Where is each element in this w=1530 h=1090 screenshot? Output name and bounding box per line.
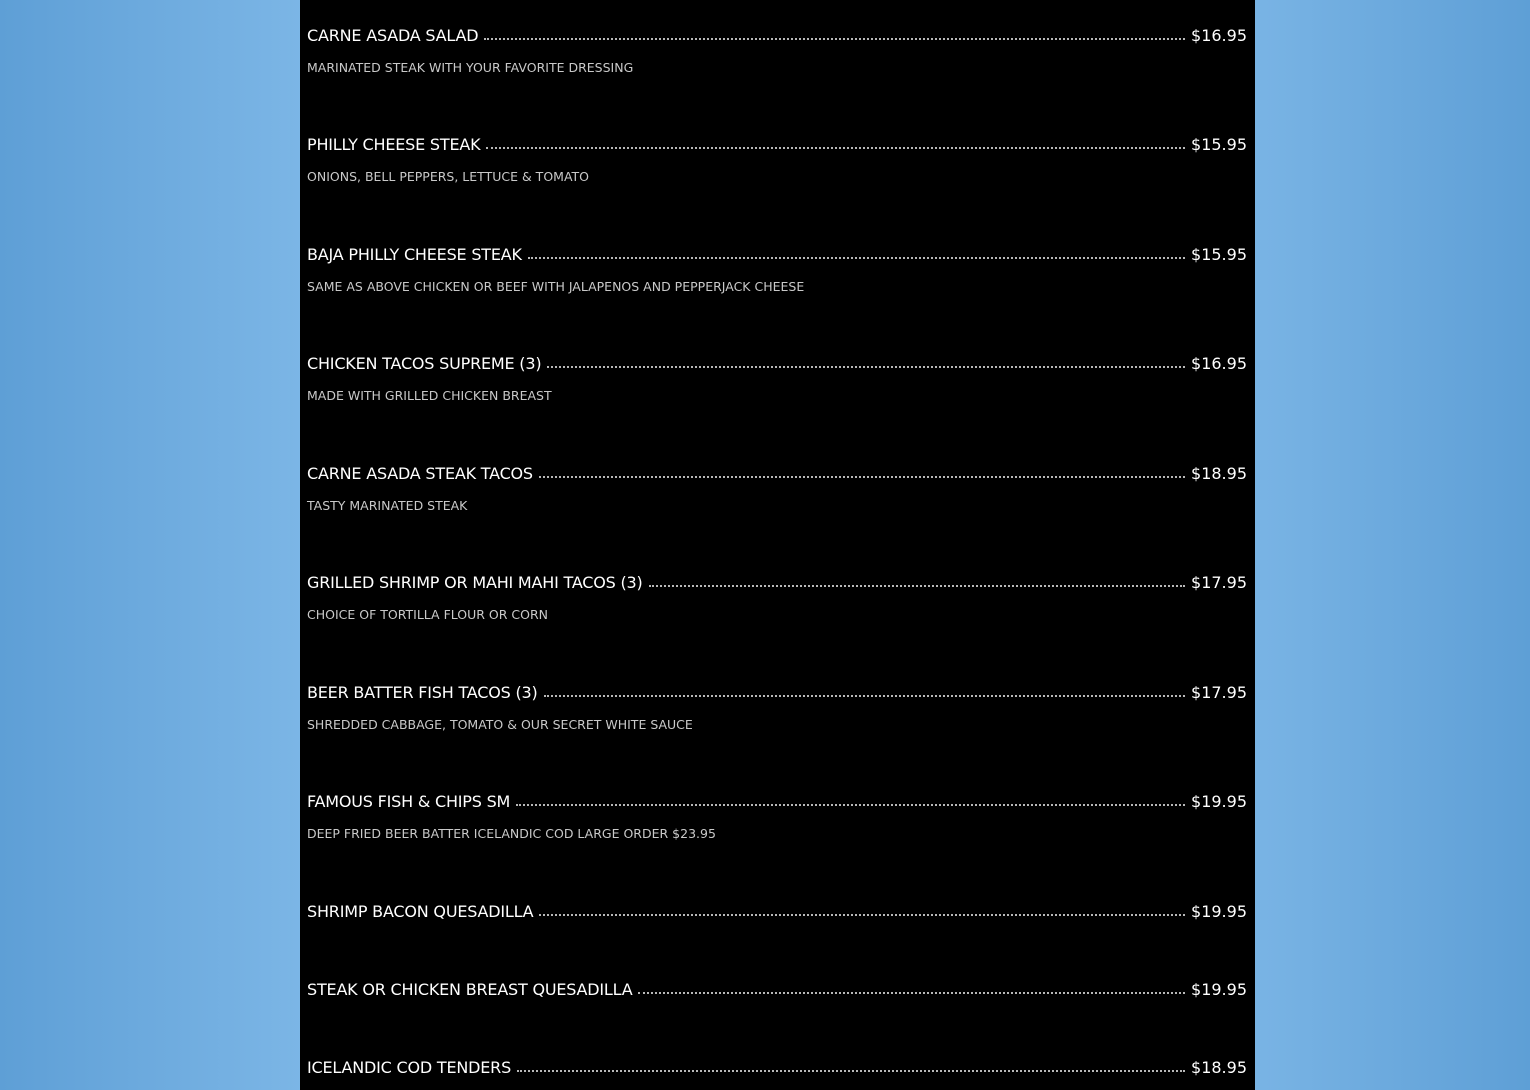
menu-item-description: MADE WITH GRILLED CHICKEN BREAST (307, 388, 552, 403)
menu-item-price: $17.95 (1191, 683, 1247, 702)
menu-item-name: STEAK OR CHICKEN BREAST QUESADILLA (307, 980, 633, 999)
menu-item-name: GRILLED SHRIMP OR MAHI MAHI TACOS (3) (307, 573, 643, 592)
menu-item-description: TASTY MARINATED STEAK (307, 498, 468, 513)
menu-item-description: DEEP FRIED BEER BATTER ICELANDIC COD LARGE ORDER $23.95 (307, 826, 716, 841)
menu-item-icelandic-cod-tenders (307, 1058, 1247, 1082)
menu-item-name: BEER BATTER FISH TACOS (3) (307, 683, 538, 702)
menu-item-line (307, 573, 1247, 597)
menu-item-line (307, 902, 1247, 926)
menu-item-price: $19.95 (1191, 902, 1247, 921)
menu-item-carne-asada-salad (307, 26, 1247, 75)
menu-item-description: MARINATED STEAK WITH YOUR FAVORITE DRESSING (307, 60, 634, 75)
menu-item-line (307, 135, 1247, 159)
dotted-leader (638, 992, 1185, 994)
menu-item-price: $16.95 (1191, 354, 1247, 373)
menu-item-line (307, 1058, 1247, 1082)
dotted-leader (528, 257, 1185, 259)
menu-item-chicken-tacos-supreme (307, 354, 1247, 403)
dotted-leader (649, 585, 1185, 587)
menu-item-name: PHILLY CHEESE STEAK (307, 135, 481, 154)
dotted-leader (539, 476, 1185, 478)
menu-item-name: CARNE ASADA SALAD (307, 26, 479, 45)
menu-item-steak-chicken-quesadilla (307, 980, 1247, 1004)
menu-item-famous-fish-chips (307, 792, 1247, 841)
dotted-leader (516, 804, 1185, 806)
menu-item-name: FAMOUS FISH & CHIPS SM (307, 792, 511, 811)
menu-item-line (307, 354, 1247, 378)
menu-item-line (307, 980, 1247, 1004)
dotted-leader (484, 38, 1185, 40)
menu-item-price: $15.95 (1191, 245, 1247, 264)
dotted-leader (539, 914, 1185, 916)
menu-item-price: $18.95 (1191, 464, 1247, 483)
menu-item-price: $19.95 (1191, 980, 1247, 999)
dotted-leader (517, 1070, 1185, 1072)
menu-item-line (307, 245, 1247, 269)
menu-item-name: SHRIMP BACON QUESADILLA (307, 902, 534, 921)
menu-item-baja-philly-cheese-steak (307, 245, 1247, 294)
menu-item-beer-batter-fish-tacos (307, 683, 1247, 732)
menu-item-price: $16.95 (1191, 26, 1247, 45)
menu-item-price: $17.95 (1191, 573, 1247, 592)
dotted-leader (486, 147, 1185, 149)
menu-item-price: $18.95 (1191, 1058, 1247, 1077)
menu-item-description: SHREDDED CABBAGE, TOMATO & OUR SECRET WHITE SAUCE (307, 717, 693, 732)
menu-item-philly-cheese-steak (307, 135, 1247, 184)
dotted-leader (547, 366, 1185, 368)
menu-item-description: SAME AS ABOVE CHICKEN OR BEEF WITH JALAPENOS AND PEPPERJACK CHEESE (307, 279, 805, 294)
menu-item-line (307, 792, 1247, 816)
menu-item-name: CHICKEN TACOS SUPREME (3) (307, 354, 542, 373)
menu-item-grilled-shrimp-mahi-tacos (307, 573, 1247, 622)
menu-item-description: ONIONS, BELL PEPPERS, LETTUCE & TOMATO (307, 169, 589, 184)
menu-item-shrimp-bacon-quesadilla (307, 902, 1247, 926)
dotted-leader (544, 695, 1185, 697)
menu-item-description: CHOICE OF TORTILLA FLOUR OR CORN (307, 607, 549, 622)
menu-item-carne-asada-steak-tacos (307, 464, 1247, 513)
menu-item-line (307, 683, 1247, 707)
menu-item-line (307, 26, 1247, 50)
menu-item-name: CARNE ASADA STEAK TACOS (307, 464, 533, 483)
menu-item-name: BAJA PHILLY CHEESE STEAK (307, 245, 522, 264)
menu-panel (300, 0, 1255, 1090)
menu-item-price: $15.95 (1191, 135, 1247, 154)
menu-item-line (307, 464, 1247, 488)
menu-item-name: ICELANDIC COD TENDERS (307, 1058, 512, 1077)
menu-item-price: $19.95 (1191, 792, 1247, 811)
